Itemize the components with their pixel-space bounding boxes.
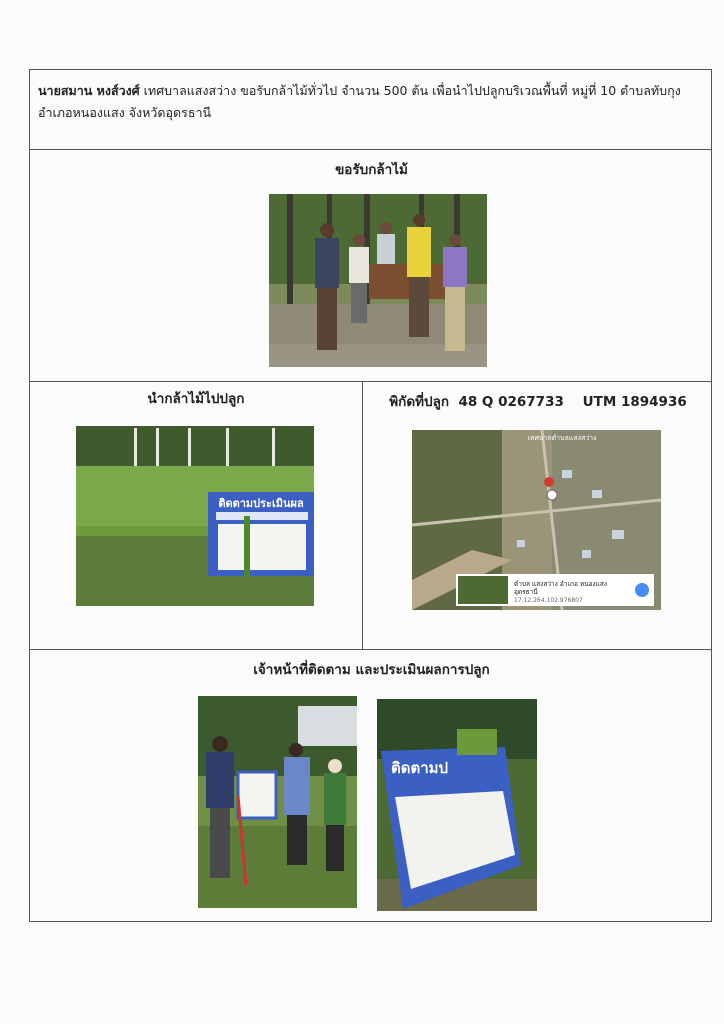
sign-closeup-heading: ติดตามป	[391, 759, 449, 777]
coordinates-line	[363, 390, 713, 412]
staff-title: เจ้าหน้าที่ติดตาม และประเมินผลการปลูก	[253, 662, 490, 678]
map-card-line2: อุดรธานี	[514, 588, 538, 596]
person-name: นายสมาน หงส์วงศ์	[38, 83, 140, 98]
map-top-label: เทศบาลตำบลแสงสว่าง	[527, 434, 597, 442]
intro-paragraph	[38, 80, 703, 124]
directions-icon[interactable]	[635, 583, 649, 597]
planting-site-photo	[76, 426, 314, 606]
row-divider	[30, 649, 711, 650]
column-divider	[362, 381, 363, 649]
staff-inspection-photo	[198, 696, 357, 908]
coord-label: พิกัดที่ปลูก	[389, 394, 450, 410]
document-table	[29, 69, 712, 922]
monitoring-sign-photo	[377, 699, 537, 911]
row-divider	[30, 381, 711, 382]
row-divider	[30, 149, 711, 150]
satellite-map	[412, 430, 661, 610]
coord-utm: UTM 1894936	[582, 394, 687, 410]
intro-text: เทศบาลแสงสว่าง ขอรับกล้าไม้ทั่วไป จำนวน 500 ต้น เพื่อนำไปปลูกบริเวณพื้นที่ หมู่ที่ 10 ตำบลทับกุง อำเภอหนองแสง จังหวัดอุดรธานี	[38, 83, 681, 120]
seedling-request-photo	[269, 194, 487, 367]
request-title: ขอรับกล้าไม้	[335, 162, 408, 178]
sign-heading: ติดตามประเมินผล	[218, 497, 304, 510]
planting-title: นำกล้าไม้ไปปลูก	[147, 391, 245, 407]
coord-zone: 48 Q 0267733	[458, 394, 564, 410]
map-card-coords: 17.12.264,102.976807	[514, 597, 583, 604]
map-card-line1: ตำบล แสงสว่าง อำเภอ หนองแสง	[514, 580, 608, 588]
